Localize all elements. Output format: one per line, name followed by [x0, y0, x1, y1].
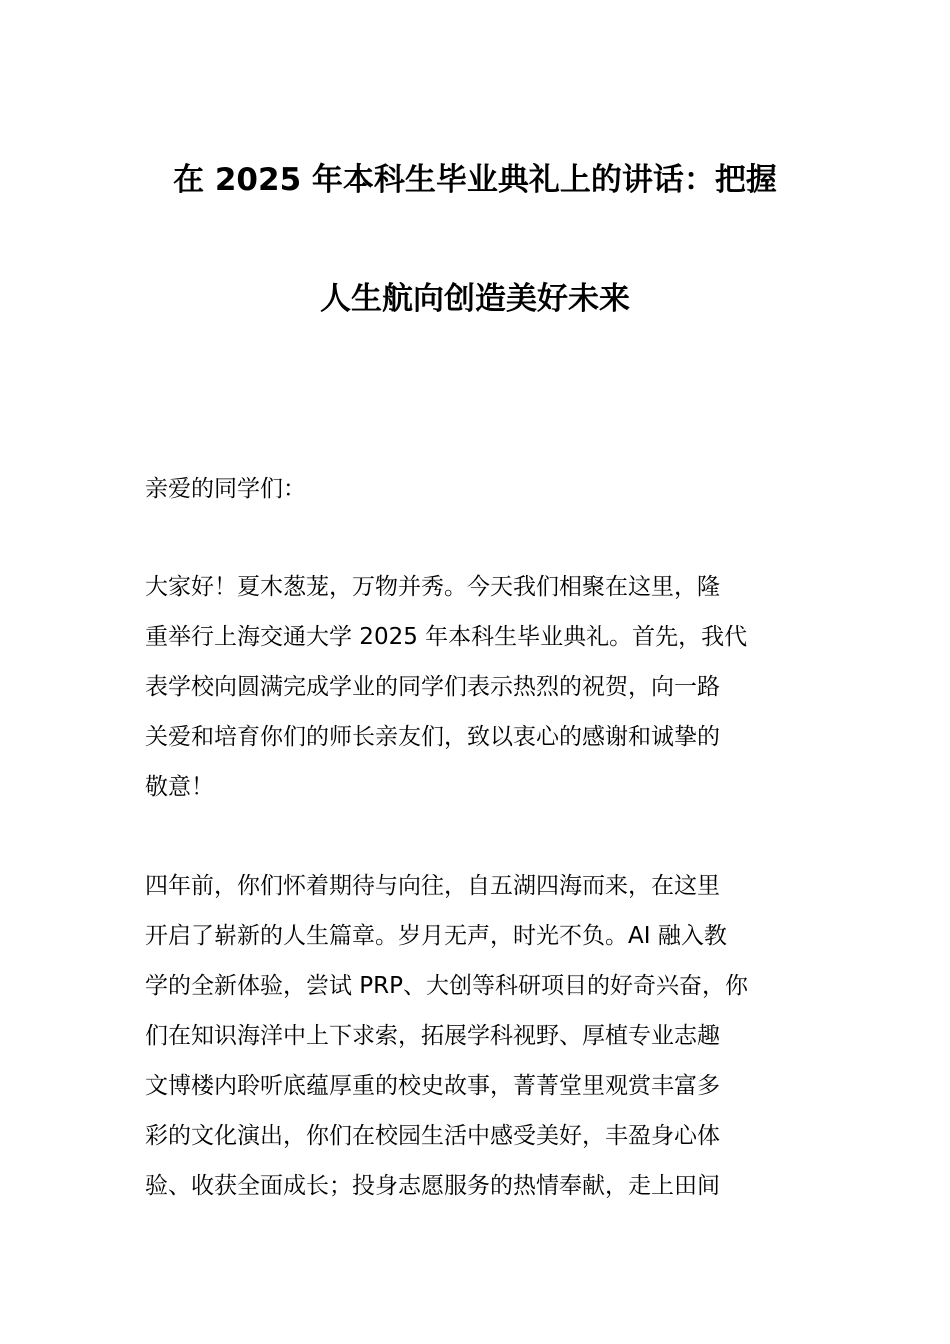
paragraph-1-line: 表学校向圆满完成学业的同学们表示热烈的祝贺，向一路 — [145, 674, 720, 700]
paragraph-1-line: 关爱和培育你们的师长亲友们，致以衷心的感谢和诚挚的 — [145, 724, 720, 750]
paragraph-1-line: 敬意！ — [145, 774, 214, 800]
paragraph-2-line: 开启了崭新的人生篇章。岁月无声，时光不负。AI 融入教 — [145, 923, 727, 949]
document-title-line-1: 在 2025 年本科生毕业典礼上的讲话：把握 — [173, 162, 777, 198]
paragraph-2 — [145, 869, 807, 1219]
paragraph-2-line: 学的全新体验，尝试 PRP、大创等科研项目的好奇兴奋，你 — [145, 973, 749, 999]
paragraph-2-line: 们在知识海洋中上下求索，拓展学科视野、厚植专业志趣 — [145, 1023, 720, 1049]
paragraph-2-line: 彩的文化演出，你们在校园生活中感受美好，丰盈身心体 — [145, 1123, 720, 1149]
paragraph-2-line: 文博楼内聆听底蕴厚重的校史故事，菁菁堂里观赏丰富多 — [145, 1073, 720, 1099]
paragraph-1 — [145, 570, 807, 820]
salutation: 亲爱的同学们： — [145, 476, 306, 502]
paragraph-1-line: 大家好！夏木葱茏，万物并秀。今天我们相聚在这里，隆 — [145, 574, 720, 600]
document-title-line-2: 人生航向创造美好未来 — [320, 281, 630, 317]
paragraph-1-line: 重举行上海交通大学 2025 年本科生毕业典礼。首先，我代 — [145, 624, 748, 650]
paragraph-2-line: 验、收获全面成长；投身志愿服务的热情奉献，走上田间 — [145, 1173, 720, 1199]
paragraph-2-line: 四年前，你们怀着期待与向往，自五湖四海而来，在这里 — [145, 873, 720, 899]
